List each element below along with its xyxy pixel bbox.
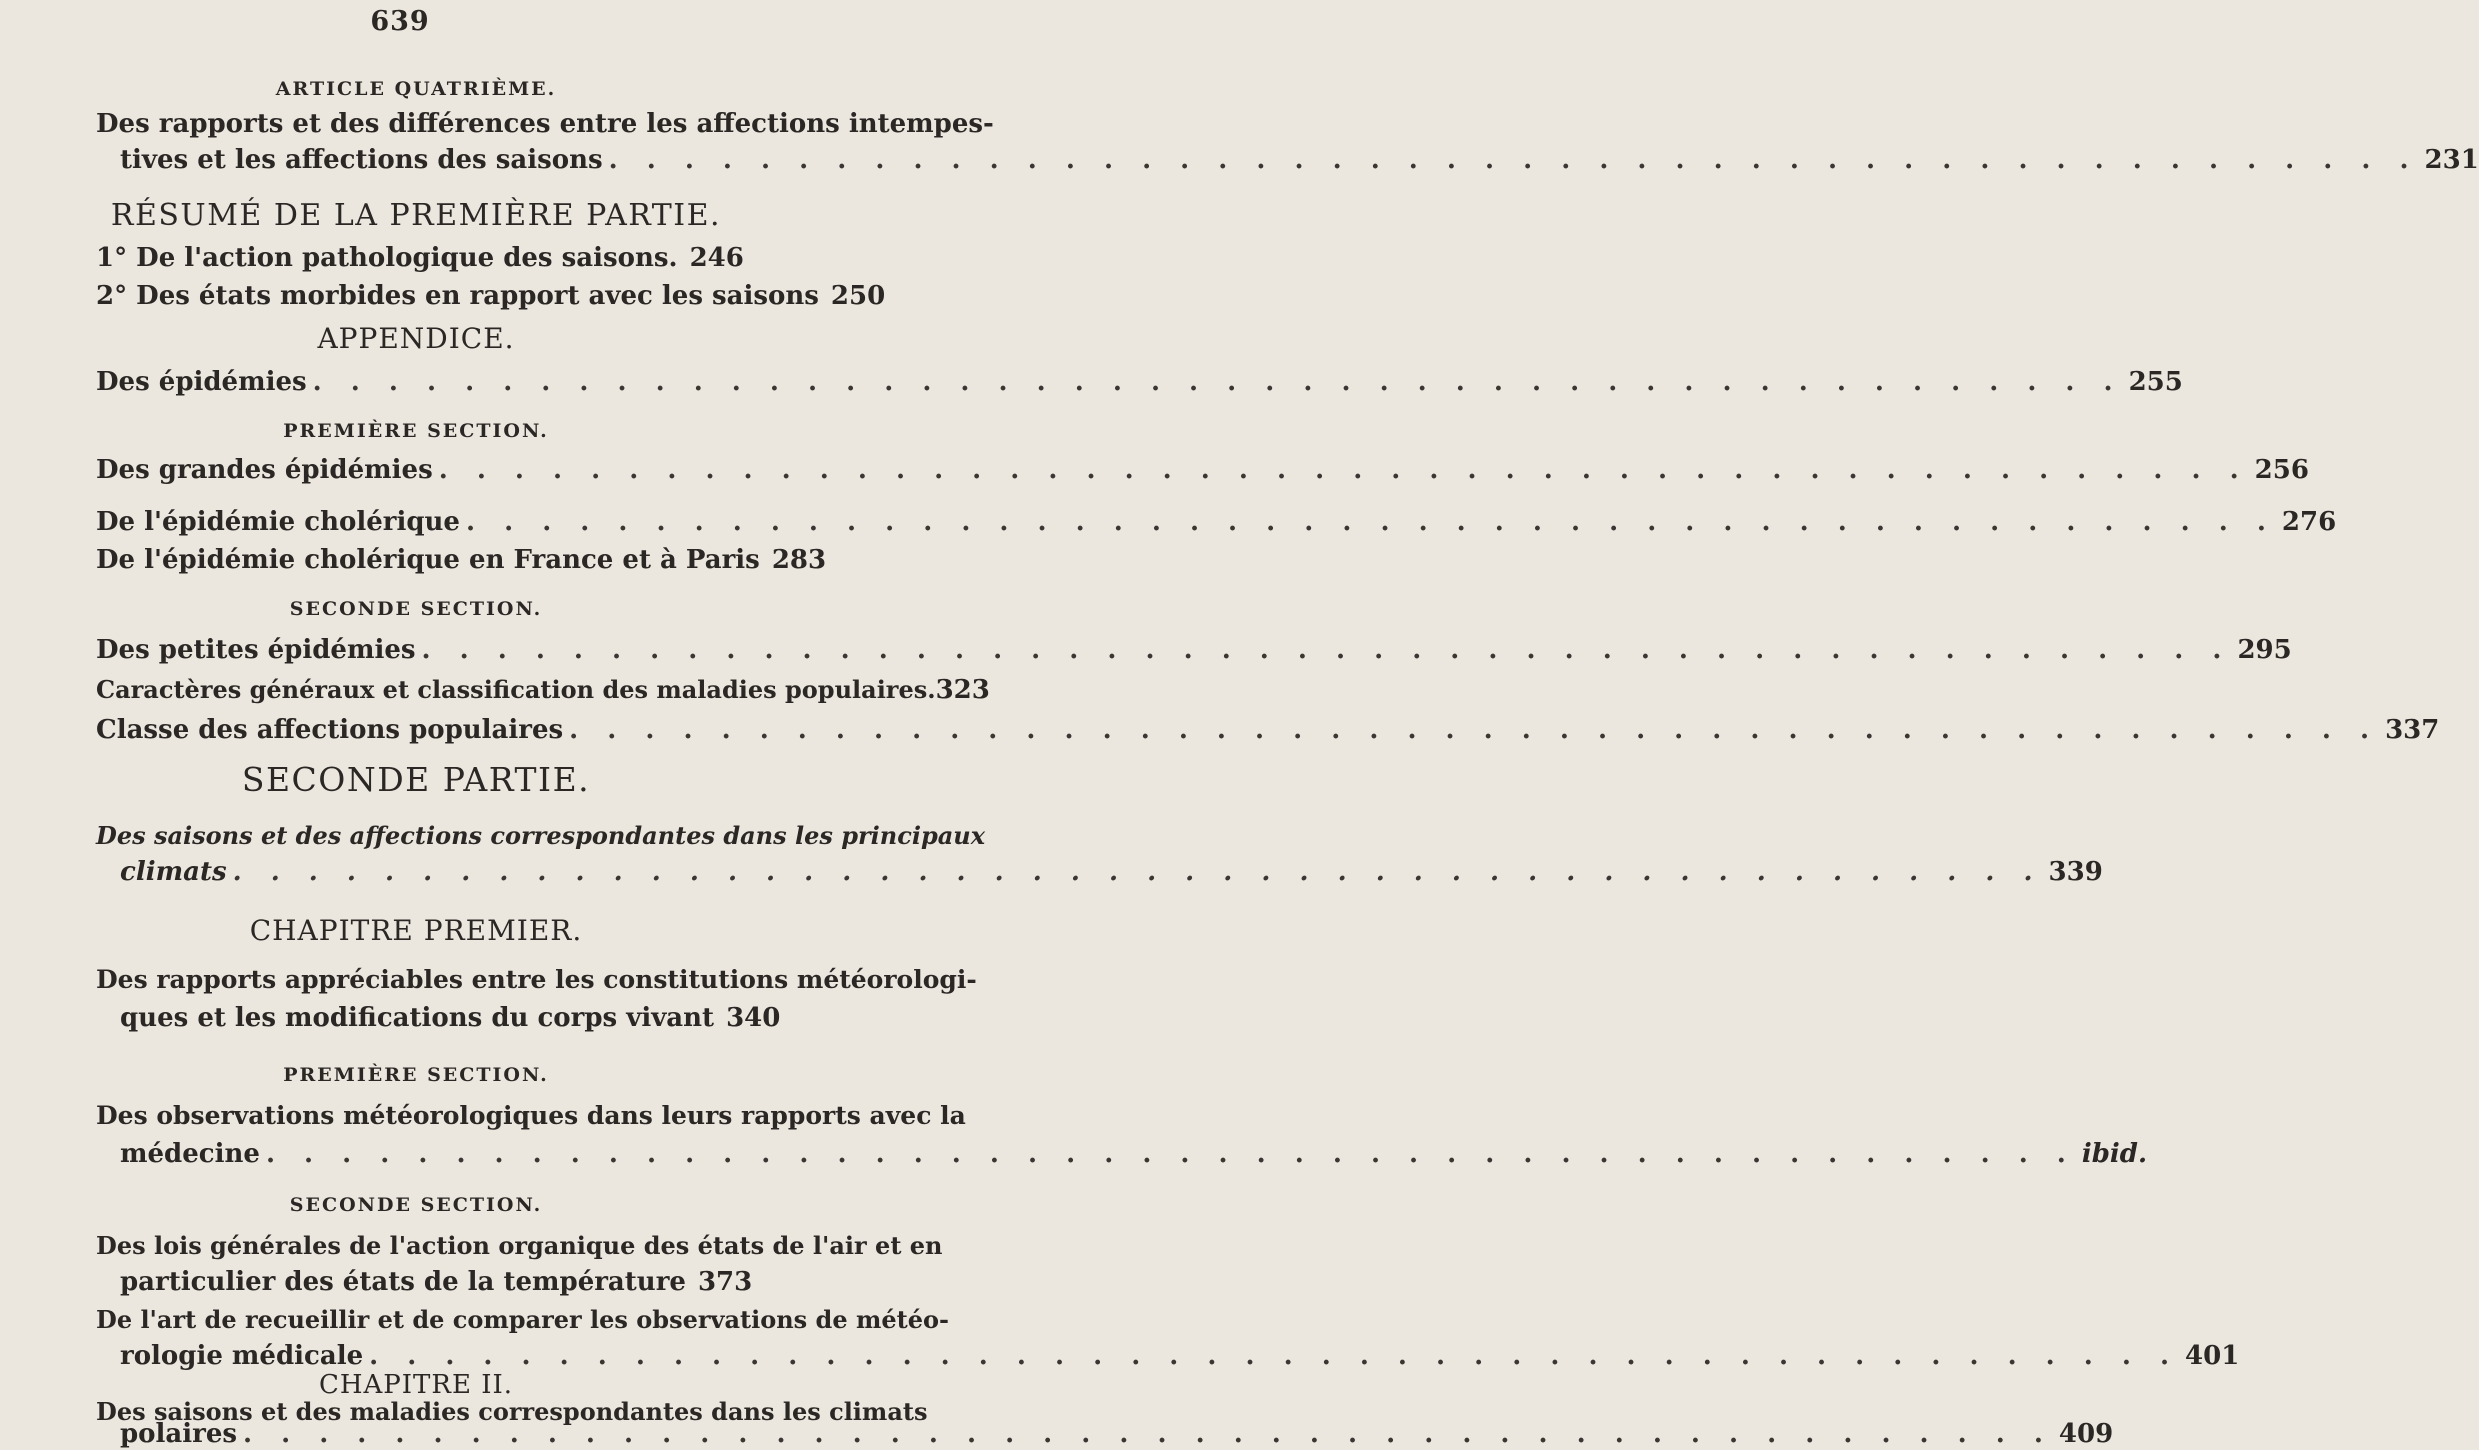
seconde-section-heading: SECONDE SECTION. [289,1194,543,1216]
toc-entry-line: Des observations météorologiques dans leurs rapports avec la [96,1101,966,1130]
entry-page: 283 [771,545,827,575]
entry-page: 339 [2048,857,2103,887]
entry-page: 409 [2058,1419,2114,1449]
entry-page: 255 [2128,367,2183,397]
seconde-partie-heading: SECONDE PARTIE. [241,760,591,799]
entry-page: 340 [726,1003,781,1033]
entry-text: Caractères généraux et classification des maladies populaires. [96,675,936,704]
chapitre-premier-heading: CHAPITRE PREMIER. [249,914,583,947]
toc-entry-line: Des lois générales de l'action organique des états de l'air et en [96,1231,943,1260]
toc-entry [120,854,2103,890]
toc-entry [96,240,744,276]
toc-entry [96,672,990,708]
dot-leader [243,1420,2053,1448]
toc-entry-line: Des saisons et des affections correspondantes dans les principaux [96,821,986,850]
toc-entry [120,142,2479,178]
entry-page: ibid. [2081,1139,2148,1169]
chapitre-ii-heading: CHAPITRE II. [318,1370,514,1400]
entry-page: 231 [2424,145,2479,175]
dot-leader [233,854,2043,890]
dot-leader [266,1136,2076,1172]
entry-text: tives et les affections des saisons [120,145,603,175]
entry-text: Classe des affections populaires [96,715,564,745]
toc-entry [120,1000,781,1036]
entry-text: rologie médicale [120,1341,364,1371]
entry-text: 2° Des états morbides en rapport avec les saisons [96,281,819,311]
toc-entry [96,278,886,314]
entry-page: 323 [935,675,990,705]
entry-page: 295 [2237,635,2292,665]
seconde-section-heading: SECONDE SECTION. [289,598,543,620]
dot-leader [313,364,2123,400]
toc-entry [120,1419,2114,1449]
toc-entry-line: De l'art de recueillir et de comparer les observations de météo- [96,1305,949,1334]
dot-leader [369,1338,2179,1374]
premiere-section-heading: PREMIÈRE SECTION. [283,420,549,442]
entry-page: 246 [689,243,744,273]
dot-leader [609,142,2419,178]
dot-leader [439,452,2249,488]
page-number: 639 [370,6,430,37]
toc-entry [120,1338,2240,1374]
entry-page: 256 [2254,455,2309,485]
entry-page: 276 [2281,507,2337,537]
entry-page: 401 [2185,1341,2240,1371]
toc-entry [96,504,2337,540]
toc-entry [96,542,827,578]
toc-entry [120,1136,2148,1172]
entry-page: 250 [830,281,886,311]
entry-text: 1° De l'action pathologique des saisons. [96,243,678,273]
premiere-section-heading: PREMIÈRE SECTION. [283,1064,549,1086]
entry-text: Des grandes épidémies [96,455,433,485]
entry-text: De l'épidémie cholérique [96,507,460,537]
entry-text: climats [120,857,227,887]
resume-heading: RÉSUMÉ DE LA PREMIÈRE PARTIE. [110,198,722,233]
toc-entry [120,1264,753,1300]
entry-text: De l'épidémie cholérique en France et à Paris [96,545,760,575]
entry-text: polaires [120,1419,237,1449]
entry-text: ques et les modifications du corps vivant [120,1003,715,1033]
toc-entry-line: Des rapports appréciables entre les constitutions météorologi- [96,965,977,994]
entry-text: particulier des états de la température [120,1267,686,1297]
dot-leader [569,712,2379,748]
toc-entry-line: Des saisons et des maladies correspondantes dans les climats [96,1397,928,1426]
toc-entry [96,712,2440,748]
toc-entry [96,364,2183,400]
entry-page: 373 [697,1267,753,1297]
dot-leader [466,504,2276,540]
toc-entry-line: Des rapports et des différences entre les affections intempes- [96,109,994,139]
toc-entry [96,452,2309,488]
entry-text: Des petites épidémies [96,635,416,665]
entry-page: 337 [2385,715,2440,745]
article-heading: ARTICLE QUATRIÈME. [275,78,557,100]
entry-text: médecine [120,1139,260,1169]
dot-leader [422,632,2232,668]
entry-text: Des épidémies [96,367,307,397]
toc-entry [96,632,2292,668]
appendice-heading: APPENDICE. [317,322,515,355]
